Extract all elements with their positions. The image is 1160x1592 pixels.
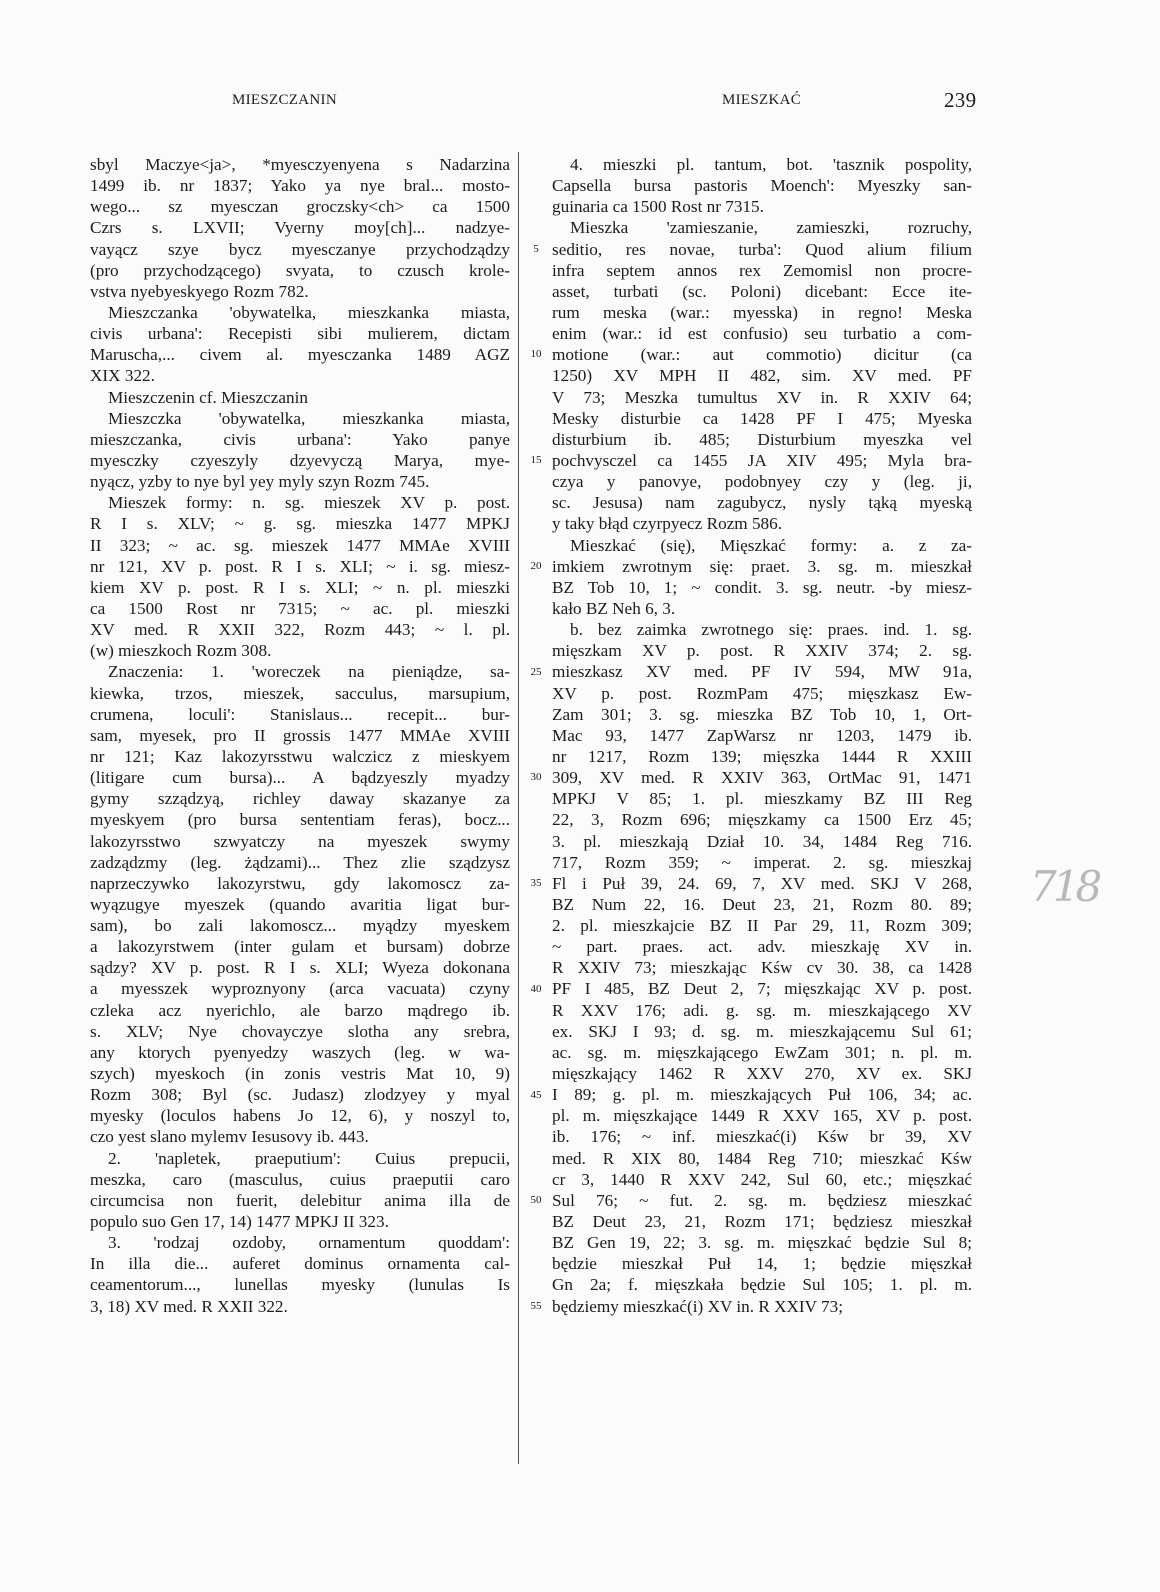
text-line: pochvysczel ca 1455 JA XIV 495; Myla bra-: [552, 450, 972, 470]
header-left-headword: MIESZCZANIN: [232, 92, 337, 108]
text-line: gymy szządzyą, richley daway skazanye za: [90, 789, 510, 809]
text-line: 717, Rozm 359; ~ imperat. 2. sg. mieszkaj: [552, 852, 972, 872]
text-line: czya y panovye, podobnyey czy y (leg. ji,: [552, 472, 972, 492]
text-line: będzie mieszkał Puł 14, 1; będzie mięszkał: [552, 1254, 972, 1274]
text-line: lakozyrsstwo szwyatczy na myeszek swymy: [90, 831, 510, 851]
text-line: XIX 322.: [90, 366, 155, 386]
text-line: a myesszek wyproznyony (arca vacuata) czyny: [90, 979, 510, 999]
text-line: vayącz szye bycz myesczanye przychodządzy: [90, 239, 510, 259]
text-line: sc. Jesusa) nam zagubycz, nysly tąką myeską: [552, 493, 972, 513]
text-line: myesczky czyeszyly dzyevyczą Marya, mye-: [90, 450, 510, 470]
text-line: XV med. R XXII 322, Rozm 443; ~ l. pl.: [90, 620, 510, 640]
text-line: 3. pl. mieszkają Dział 10. 34, 1484 Reg 716.: [552, 831, 972, 851]
text-line: rum meska (war.: myesska) in regno! Meska: [552, 302, 972, 322]
text-line: ceamentorum..., lunellas myesky (lunulas Is: [90, 1275, 510, 1295]
text-line: b. bez zaimka zwrotnego się: praes. ind. 1. sg.: [570, 620, 972, 640]
text-line: nyącz, yzby to nye byl yey myly szyn Rozm 745.: [90, 472, 430, 492]
header-right-headword: MIESZKAĆ: [722, 92, 802, 108]
text-line: mięszkam XV p. post. R XXIV 374; 2. sg.: [552, 641, 972, 661]
text-line: imkiem zwrotnym się: praet. 3. sg. m. mieszkał: [552, 556, 972, 576]
text-line: 2. pl. mieszkajcie BZ II Par 29, 11, Rozm 309;: [552, 916, 972, 936]
text-line: (litigare cum bursa)... A bądzyeszly myadzy: [90, 768, 510, 788]
text-line: kiewka, trzos, mieszek, sacculus, marsupium,: [90, 683, 510, 703]
text-line: czleka acz nyerichlo, ale barzo mądrego ib.: [90, 1000, 510, 1020]
text-line: szych) myeskoch (in zonis vestris Mat 10, 9): [90, 1064, 510, 1084]
line-number: 20: [530, 559, 542, 572]
text-line: circumcisa non fuerit, delebitur anima illa de: [90, 1190, 510, 1210]
column-divider: [518, 152, 519, 1464]
line-number: 45: [530, 1088, 542, 1101]
line-number: 25: [530, 665, 542, 678]
text-line: meszka, caro (masculus, cuius praeputii caro: [90, 1169, 510, 1189]
line-number: 55: [530, 1300, 542, 1313]
text-line: Znaczenia: 1. 'woreczek na pieniądze, sa-: [108, 662, 510, 682]
text-line: y taky błąd czyrpyecz Rozm 586.: [552, 514, 783, 534]
text-line: mieszkasz XV med. PF IV 594, MW 91a,: [552, 662, 972, 682]
text-line: Mieszek formy: n. sg. mieszek XV p. post.: [108, 493, 510, 513]
text-line: I 89; g. pl. m. mieszkających Puł 106, 34; ac.: [552, 1085, 972, 1105]
text-line: enim (war.: id est confusio) seu turbatio a com-: [552, 324, 972, 344]
text-line: Mieszka 'zamieszanie, zamieszki, rozruchy,: [570, 218, 972, 238]
text-line: populo suo Gen 17, 14) 1477 MPKJ II 323.: [90, 1212, 389, 1232]
text-line: ex. SKJ I 93; d. sg. m. mieszkającemu Sul 61;: [552, 1021, 972, 1041]
text-line: civis urbana': Recepisti sibi mulierem, dictam: [90, 324, 510, 344]
text-line: 2. 'napletek, praeputium': Cuius prepucii,: [108, 1148, 510, 1168]
text-line: R XXIV 73; mieszkając Kśw cv 30. 38, ca 1428: [552, 958, 972, 978]
text-line: Maruscha,... civem al. myesczanka 1489 AGZ: [90, 345, 510, 365]
text-line: disturbium ib. 485; Disturbium myeszka vel: [552, 429, 972, 449]
text-line: 1499 ib. nr 1837; Yako ya nye bral... mosto-: [90, 176, 510, 196]
text-line: wyązugye myeszek (quando avaritia ligat bur-: [90, 894, 510, 914]
text-line: nr 1217, Rozm 139; mięszka 1444 R XXIII: [552, 746, 972, 766]
text-line: MPKJ V 85; 1. pl. mieszkamy BZ III Reg: [552, 789, 972, 809]
text-line: cr 3, 1440 R XXV 242, Sul 60, etc.; mięszkać: [552, 1169, 972, 1189]
left-text-column: [90, 154, 510, 1317]
text-line: motione (war.: aut commotio) dicitur (ca: [552, 345, 972, 365]
text-line: sbyl Maczye<ja>, *myesczyenyena s Nadarzina: [90, 155, 510, 174]
text-line: infra septem annos rex Zemomisl non procre-: [552, 260, 972, 280]
line-number: 50: [530, 1194, 542, 1207]
text-line: zadządzmy (leg. żądzami)... Thez zlie sządzysz: [90, 852, 510, 872]
text-line: a lakozyrstwem (inter gulam et bursam) dobrze: [90, 937, 510, 957]
text-line: wego... sz myesczan groczsky<ch> ca 1500: [90, 197, 510, 217]
text-line: sam), bo zali lakomoscz... myądzy myeskem: [90, 916, 510, 936]
text-line: 309, XV med. R XXIV 363, OrtMac 91, 1471: [552, 768, 972, 788]
text-line: BZ Deut 23, 21, Rozm 171; będziesz mieszkał: [552, 1212, 972, 1232]
text-line: Mesky disturbie ca 1428 PF I 475; Myeska: [552, 408, 972, 428]
text-line: kało BZ Neh 6, 3.: [552, 598, 676, 618]
text-line: R XXV 176; adi. g. sg. m. mieszkającego XV: [552, 1000, 972, 1020]
text-line: BZ Tob 10, 1; ~ condit. 3. sg. neutr. -by miesz-: [552, 577, 972, 597]
text-line: s. XLV; Nye chovayczye slotha any srebra,: [90, 1021, 510, 1041]
text-line: 1250) XV MPH II 482, sim. XV med. PF: [552, 366, 972, 386]
text-line: (w) mieszkoch Rozm 308.: [90, 641, 272, 661]
line-number: 40: [530, 982, 542, 995]
text-line: Mieszczka 'obywatelka, mieszkanka miasta,: [108, 408, 510, 428]
text-line: 3, 18) XV med. R XXII 322.: [90, 1296, 288, 1316]
text-line: mieszczanka, civis urbana': Yako panye: [90, 429, 510, 449]
text-line: Rozm 308; Byl (sc. Judasz) zlodzyey y myal: [90, 1085, 510, 1105]
text-line: Czrs s. LXVII; Vyerny moy[ch]... nadzye-: [90, 218, 510, 238]
text-line: myesky (loculos habens Jo 12, 6), y noszyl to,: [90, 1106, 510, 1126]
text-line: ca 1500 Rost nr 7315; ~ ac. pl. mieszki: [90, 598, 510, 618]
text-line: II 323; ~ ac. sg. mieszek 1477 MMAe XVIII: [90, 535, 510, 555]
text-line: ~ part. praes. act. adv. mieszkaję XV in.: [552, 937, 972, 957]
line-number: 5: [533, 242, 539, 255]
line-number: 10: [530, 348, 542, 361]
text-line: In illa die... auferet dominus ornamenta cal-: [90, 1254, 510, 1274]
text-line: Mac 93, 1477 ZapWarsz nr 1203, 1479 ib.: [552, 725, 972, 745]
text-line: Capsella bursa pastoris Moench': Myeszky san-: [552, 176, 972, 196]
text-line: naprzeczywko lakozyrstwu, gdy lakomoscz za-: [90, 873, 510, 893]
text-line: R I s. XLV; ~ g. sg. mieszka 1477 MPKJ: [90, 514, 510, 534]
text-line: czo yest slano mylemv Iesusovy ib. 443.: [90, 1127, 369, 1147]
text-line: Zam 301; 3. sg. mieszka BZ Tob 10, 1, Ort-: [552, 704, 972, 724]
text-line: crumena, loculi': Stanislaus... recepit... bur-: [90, 704, 510, 724]
page-number: 239: [944, 88, 977, 112]
text-line: (pro przychodzącego) svyata, to czusch krole-: [90, 260, 510, 280]
text-line: 22, 3, Rozm 696; mięszkamy ca 1500 Erz 45;: [552, 810, 972, 830]
text-line: sądzy? XV p. post. R I s. XLI; Wyeza dokonana: [90, 958, 510, 978]
text-line: kiem XV p. post. R I s. XLI; ~ n. pl. mieszki: [90, 577, 510, 597]
text-line: 4. mieszki pl. tantum, bot. 'tasznik pospolity,: [570, 155, 972, 174]
text-line: ib. 176; ~ inf. mieszkać(i) Kśw br 39, XV: [552, 1127, 972, 1147]
text-line: Mieszczanka 'obywatelka, mieszkanka miasta,: [108, 302, 510, 322]
text-line: Mieszkać (się), Mięszkać formy: a. z za-: [570, 535, 972, 555]
text-line: asset, turbati (sc. Poloni) dicebant: Ecce ite-: [552, 281, 972, 301]
line-number: 15: [530, 454, 542, 467]
text-line: mięszkający 1462 R XXV 270, XV ex. SKJ: [552, 1064, 972, 1084]
text-line: Fl i Puł 39, 24. 69, 7, XV med. SKJ V 268,: [552, 873, 972, 893]
handwritten-margin-note: 718: [1030, 862, 1099, 911]
text-line: Mieszczenin cf. Mieszczanin: [108, 387, 308, 407]
text-line: ac. sg. m. mięszkającego EwZam 301; n. pl. m.: [552, 1042, 972, 1062]
text-line: Gn 2a; f. mięszkała będzie Sul 105; 1. pl. m.: [552, 1275, 972, 1295]
text-line: sam, myesek, pro II grossis 1477 MMAe XVIII: [90, 725, 510, 745]
text-line: nr 121; Kaz lakozyrsstwu walczicz z mieskyem: [90, 746, 510, 766]
running-header: [0, 88, 1160, 122]
text-line: seditio, res novae, turba': Quod alium filium: [552, 239, 972, 259]
text-line: 3. 'rodzaj ozdoby, ornamentum quoddam':: [108, 1233, 510, 1253]
text-line: vstva nyebyeskyego Rozm 782.: [90, 281, 309, 301]
text-line: V 73; Meszka tumultus XV in. R XXIV 64;: [552, 387, 972, 407]
text-line: med. R XIX 80, 1484 Reg 710; mieszkać Kśw: [552, 1148, 972, 1168]
text-line: Sul 76; ~ fut. 2. sg. m. będziesz mieszkać: [552, 1190, 972, 1210]
text-line: będziemy mieszkać(i) XV in. R XXIV 73;: [552, 1296, 844, 1316]
text-line: any ktorych pyenyedzy waszych (leg. w wa-: [90, 1042, 510, 1062]
text-line: myeskyem (pro bursa sententiam feras), bocz...: [90, 810, 510, 830]
text-line: pl. m. mięszkające 1449 R XXV 165, XV p. post.: [552, 1106, 972, 1126]
text-line: BZ Gen 19, 22; 3. sg. m. mięszkać będzie Sul 8;: [552, 1233, 972, 1253]
text-line: guinaria ca 1500 Rost nr 7315.: [552, 197, 764, 217]
text-line: BZ Num 22, 16. Deut 23, 21, Rozm 80. 89;: [552, 894, 972, 914]
text-line: PF I 485, BZ Deut 2, 7; mięszkając XV p. post.: [552, 979, 972, 999]
line-number: 30: [530, 771, 542, 784]
right-text-column: [552, 154, 972, 1317]
text-line: nr 121, XV p. post. R I s. XLI; ~ i. sg. miesz-: [90, 556, 510, 576]
line-number: 35: [530, 877, 542, 890]
text-line: XV p. post. RozmPam 475; mięszkasz Ew-: [552, 683, 972, 703]
